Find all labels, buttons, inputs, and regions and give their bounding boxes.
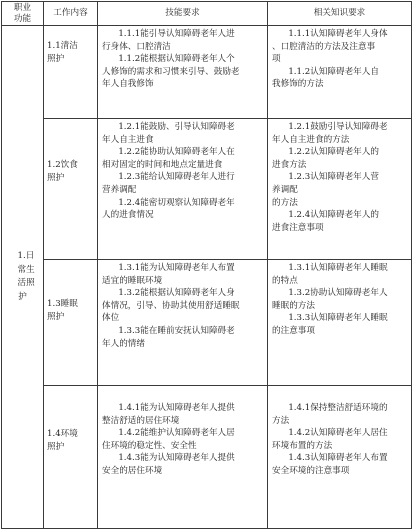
skill-item: 1.3.3能在睡前安抚认知障碍老 年人的情绪 <box>102 325 235 349</box>
header-content: 工作内容 <box>44 2 98 26</box>
knowledge-item: 1.3.1认知障碍老年人睡眠 的特点 <box>272 263 388 286</box>
knowledge-item: 1.2.3认知障碍老年人营 养调配 的方法 <box>272 172 379 208</box>
function-cell <box>2 26 44 529</box>
requirements-table <box>1 1 412 529</box>
skill-cell <box>98 260 268 386</box>
content-cell: 1.4环境 照护 <box>44 386 98 529</box>
skill-item: 1.1.2能根据认知障碍老年人个 人修饰的需求和习惯来引导、鼓励老 年人自我修饰 <box>102 54 240 90</box>
content-cell: 1.2饮食 照护 <box>44 119 98 260</box>
knowledge-cell <box>268 119 412 260</box>
skill-item: 1.2.4能密切观察认知障碍老年 人的进食情况 <box>102 197 235 221</box>
knowledge-item: 1.3.2协助认知障碍老年人 睡眠的方法 <box>272 288 388 311</box>
knowledge-item: 1.4.3认知障碍老年人布置 安全环境的注意事项 <box>272 453 388 476</box>
content-cell: 1.3睡眠 照护 <box>44 260 98 386</box>
knowledge-item: 1.2.2认知障碍老年人的 进食方法 <box>272 147 379 170</box>
knowledge-item: 1.3.3认知障碍老年人睡眠 的注意事项 <box>272 313 388 336</box>
skill-item: 1.1.1能引导认知障碍老年人进 行身体、口腔清洁 <box>102 29 235 52</box>
skill-item: 1.4.1能为认知障碍老年人提供 整洁舒适的居住环境 <box>102 403 235 426</box>
header-knowledge: 相关知识要求 <box>268 2 412 26</box>
knowledge-item: 1.4.1保持整洁舒适环境的 方法 <box>272 403 388 426</box>
table-row <box>2 119 412 260</box>
content-cell: 1.1清洁 照护 <box>44 26 98 119</box>
knowledge-item: 1.2.4认知障碍老年人的 进食注意事项 <box>272 210 379 233</box>
function-label: 1.日 常生 活照 护 <box>17 251 35 302</box>
skill-cell <box>98 26 268 119</box>
skill-item: 1.3.1能为认知障碍老年人布置 适宜的睡眠环境 <box>102 263 235 286</box>
knowledge-cell <box>268 386 412 529</box>
skill-cell <box>98 119 268 260</box>
knowledge-item: 1.1.2认知障碍老年人自 我修饰的方法 <box>272 66 379 90</box>
skill-item: 1.4.3能为认知障碍老年人提供 安全的居住环境 <box>102 453 235 476</box>
header-row <box>2 2 412 26</box>
table-row <box>2 386 412 529</box>
knowledge-cell <box>268 26 412 119</box>
knowledge-item: 1.2.1鼓励引导认知障碍老 年人自主进食的方法 <box>272 122 388 145</box>
skill-item: 1.2.2能协助认知障碍老年人在 相对固定的时间和地点定量进食 <box>102 147 235 170</box>
skill-item: 1.2.1能鼓励、引导认知障碍老 年人自主进食 <box>102 122 235 145</box>
knowledge-item: 1.1.1认知障碍老年人身体 、口腔清洁的方法及注意事 项 <box>272 29 388 65</box>
skill-item: 1.4.2能维护认知障碍老年人居 住环境的稳定性、安全性 <box>102 428 235 451</box>
header-func: 职业 功能 <box>2 2 44 26</box>
skill-item: 1.2.3能给认知障碍老年人进行 营养调配 <box>102 172 235 195</box>
knowledge-cell <box>268 260 412 386</box>
skill-cell <box>98 386 268 529</box>
header-skill: 技能要求 <box>98 2 268 26</box>
table-row <box>2 26 412 119</box>
skill-item: 1.3.2能根据认知障碍老年人身 体情况，引导、协助其使用舒适睡眠 体位 <box>102 288 240 324</box>
table-row <box>2 260 412 386</box>
knowledge-item: 1.4.2认知障碍老年人居住 环境布置的方法 <box>272 428 388 451</box>
